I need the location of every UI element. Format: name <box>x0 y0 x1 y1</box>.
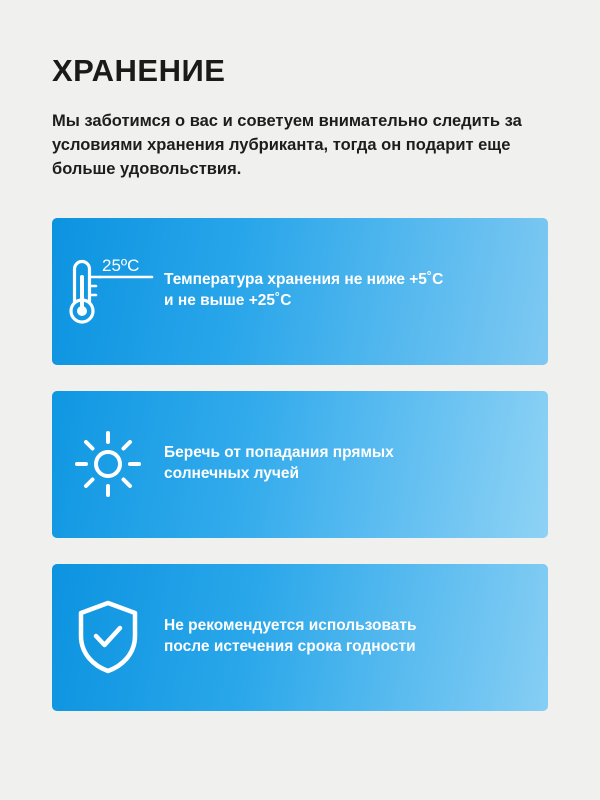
card-line-2: солнечных лучей <box>164 465 300 483</box>
card-line-1: Температура хранения не ниже +5˚С <box>164 271 444 289</box>
storage-card-sunlight <box>52 391 548 538</box>
card-line-1: Не рекомендуется использовать <box>164 617 417 635</box>
sun-icon <box>52 427 164 501</box>
page-title: ХРАНЕНИЕ <box>52 53 226 88</box>
storage-conditions-list <box>52 218 548 711</box>
intro-paragraph: Мы заботимся о вас и советуем внимательно следить за условиями хранения лубриканта, тогда он подарит еще больше удовольствия. <box>52 112 522 178</box>
storage-card-sunlight-text <box>164 443 418 485</box>
storage-card-temperature-text <box>164 270 467 312</box>
thermometer-value: 25ºC <box>102 256 140 276</box>
storage-card-temperature <box>52 218 548 365</box>
card-line-1: Беречь от попадания прямых <box>164 444 394 462</box>
shield-check-icon <box>52 598 164 676</box>
thermometer-icon <box>52 253 164 329</box>
storage-card-expiry-text <box>164 616 441 658</box>
card-line-2: после истечения срока годности <box>164 638 416 656</box>
card-line-2: и не выше +25˚С <box>164 292 292 310</box>
storage-card-expiry <box>52 564 548 711</box>
